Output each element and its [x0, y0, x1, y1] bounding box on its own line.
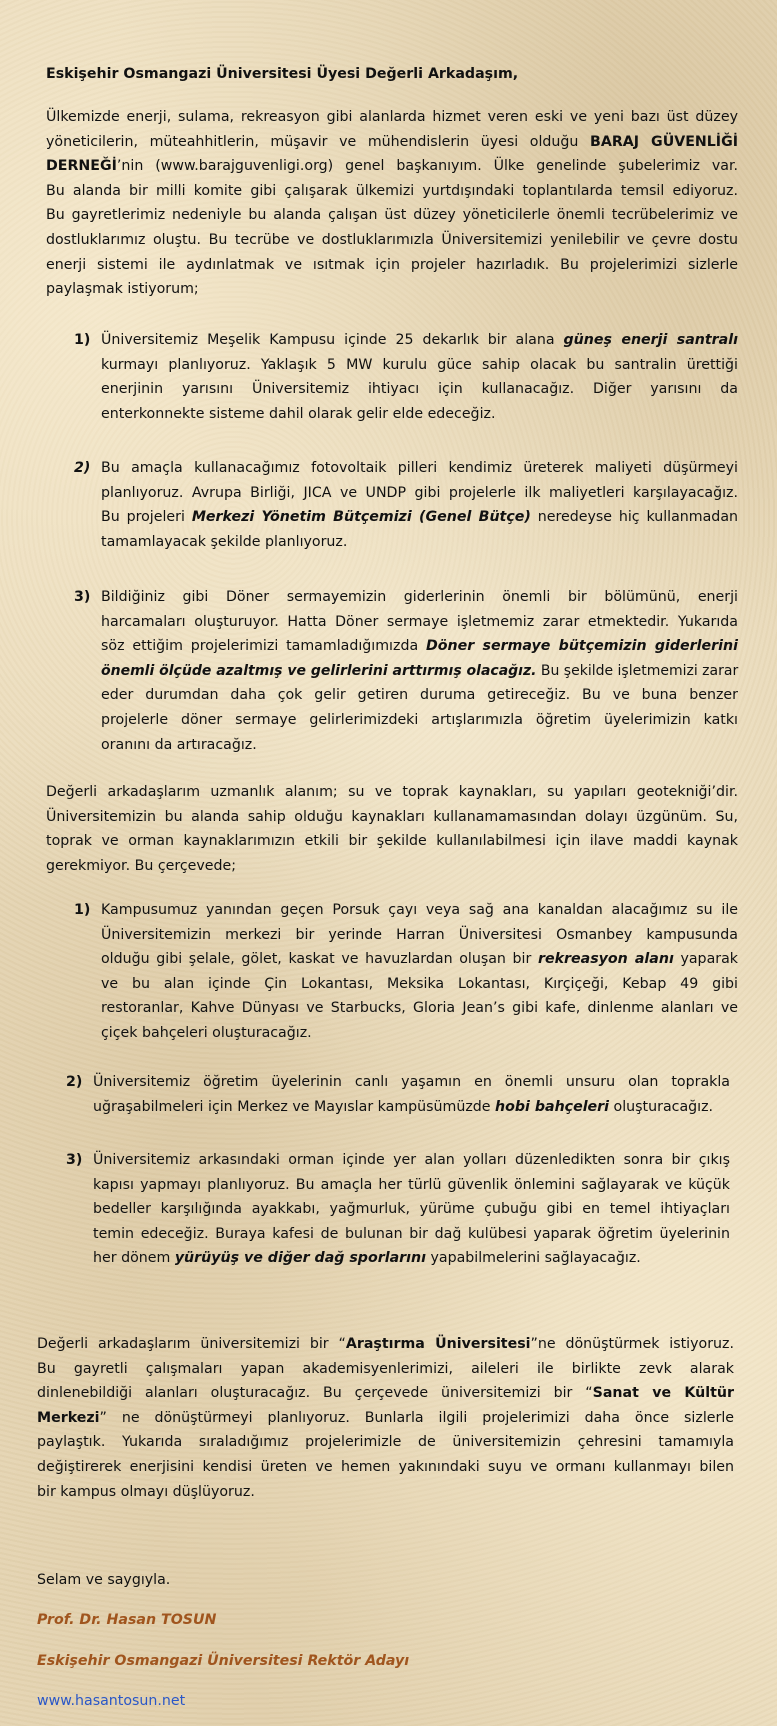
association-name-cont: DERNEĞİ [46, 158, 117, 175]
art-culture-center: Sanat ve Kültür [592, 1385, 734, 1402]
list-number: 3) [74, 589, 91, 605]
highlight: Döner sermaye bütçemizin giderlerini [426, 638, 738, 655]
intro-line: enerji sistemi ile aydınlatmak ve ısıtmak için projeler hazırladık. Bu projelerimizi sizlerle [46, 256, 738, 273]
list-number: 1) [74, 332, 91, 348]
intro-line: Ülkemizde enerji, sulama, rekreasyon gibi alanlarda hizmet veren eski ve yeni bazı üst düzey [46, 109, 738, 125]
list-number: 2) [66, 1074, 83, 1090]
list-text: Bu amaçla kullanacağımız fotovoltaik pilleri kendimiz üreterek maliyeti düşürmeyi planlıyoruz. Avrupa Birliği, JICA ve UNDP gibi projelerle ilk maliyetleri karşılayacağız. Bu projeleri Merkezi Yönetim Bütçemizi (Genel Bütçe) neredeyse hiç kullanmadan tamamlayacak şekilde planlıyoruz. [101, 460, 738, 550]
signature-title: Eskişehir Osmangazi Üniversitesi Rektör Adayı [37, 1653, 410, 1669]
highlight: güneş enerji santralı [563, 332, 738, 348]
intro-line: yöneticilerin, müteahhitlerin, müşavir ve mühendislerin üyesi olduğu BARAJ GÜVENLİĞİ [46, 133, 738, 150]
intro-line: paylaşmak istiyorum; [46, 281, 199, 298]
highlight: önemli ölçüde azaltmış ve gelirlerini arttırmış olacağız. [101, 662, 537, 679]
association-name: BARAJ GÜVENLİĞİ [590, 133, 738, 150]
intro-paragraph [46, 105, 738, 302]
list-text: Üniversitemiz öğretim üyelerinin canlı yaşamın en önemli unsuru olan toprakla uğraşabilmeleri için Merkez ve Mayıslar kampüsümüzde hobi bahçeleri oluşturacağız. [93, 1074, 730, 1115]
intro-line: Bu gayretlerimiz nedeniyle bu alanda çalışan üst düzey yöneticilerle önemli tecrübelerimiz ve [46, 207, 738, 224]
research-university: Araştırma Üniversitesi [345, 1336, 531, 1352]
list-number: 3) [66, 1152, 83, 1168]
signature-name: Prof. Dr. Hasan TOSUN [37, 1612, 217, 1628]
intro-line: DERNEĞİ’nin (www.barajguvenligi.org) genel başkanıyım. Ülke genelinde şubelerimiz var. [46, 158, 738, 175]
intro-line: dostluklarımız oluştu. Bu tecrübe ve dostluklarımızla Üniversitemizi yenilebilir ve çevre dostu [46, 231, 738, 248]
intro-line: Bu alanda bir milli komite gibi çalışarak ülkemizi yurtdışındaki toplantılarda temsil ediyoruz. [46, 182, 738, 199]
list-text: Üniversitemiz arkasındaki orman içinde yer alan yolları düzenledikten sonra bir çıkış kapısı yapmayı planlıyoruz. Bu amaçla her türlü güvenlik önlemini sağlayarak ve küçük bedeller karşılığında ayakkabı, yağmurluk, yürüme çubuğu gibi en temel ihtiyaçları temin edeceğiz. Buraya kafesi de bulunan bir dağ kulübesi yaparak öğretim üyelerinin her dönem yürüyüş ve diğer dağ sporlarını yapabilmelerini sağlayacağız. [93, 1152, 730, 1267]
list-text: Üniversitemiz Meşelik Kampusu içinde 25 dekarlık bir alana güneş enerji santralı kurmayı planlıyoruz. Yaklaşık 5 MW kurulu güce sahip olacak bu santralin ürettiği enerjinin yarısını Üniversitemiz ihtiyacı için kullanacağız. Diğer yarısını da enterkonnekte sisteme dahil olarak gelir elde edeceğiz. [101, 332, 738, 422]
highlight: Merkezi Yönetim Bütçemizi (Genel Bütçe) [191, 509, 531, 526]
greeting: Selam ve saygıyla. [37, 1572, 171, 1588]
list-number: 2) [74, 460, 91, 476]
closing-paragraph: Değerli arkadaşlarım üniversitemizi bir “Araştırma Üniversitesi”ne dönüştürmek istiyoruz. Bu gayretli çalışmaları yapan akademisyenlerimizi, aileleri ile birlikte zevk alarak dinlenebildiği alanları oluşturacağız. Bu çerçevede üniversitemizi bir “Sanat ve Kültür Merkezi” ne dönüştürmeyi planlıyoruz. Bunlarla ilgili projelerimizi daha önce sizlerle paylaştık. Yukarıda sıraladığımız projelerimizle de üniversitemizin çehresini tamamıyla değiştirerek enerjisini kendisi üreten ve hemen yakınındaki suyu ve ormanı kullanmayı bilen bir kampus olmayı düşlüyoruz. [37, 1336, 734, 1500]
highlight: yürüyüş ve diğer dağ sporlarını [174, 1250, 426, 1267]
website-link[interactable]: www.hasantosun.net [37, 1693, 186, 1709]
highlight: rekreasyon alanı [537, 951, 674, 968]
list-number: 1) [74, 902, 91, 918]
middle-paragraph: Değerli arkadaşlarım uzmanlık alanım; su ve toprak kaynakları, su yapıları geotekniği’dir. Üniversitemizin bu alanda sahip olduğu kaynakları kullanamamasından dolayı üzgünüm. Su, toprak ve orman kaynaklarımızın etkili bir şekilde kullanılabilmesi için ilave maddi kaynak gerekmiyor. Bu çerçevede; [46, 784, 738, 874]
list-text: Kampusumuz yanından geçen Porsuk çayı veya sağ ana kanaldan alacağımız su ile Üniversitemizin merkezi bir yerinde Harran Üniversitesi Osmanbey kampusunda olduğu gibi şelale, gölet, kaskat ve havuzlardan oluşan bir rekreasyon alanı yaparak ve bu alan içinde Çin Lokantası, Meksika Lokantası, Kırçiçeği, Kebap 49 gibi restoranlar, Kahve Dünyası ve Starbucks, Gloria Jean’s gibi kafe, dinlenme alanları ve çiçek bahçeleri oluşturacağız. [101, 902, 739, 1041]
salutation: Eskişehir Osmangazi Üniversitesi Üyesi Değerli Arkadaşım, [46, 66, 519, 82]
list-text: Bildiğiniz gibi Döner sermayemizin giderlerinin önemli bir bölümünü, enerji harcamaları oluşturuyor. Hatta Döner sermaye işletmemiz zarar etmektedir. Yukarıda söz ettiğim projelerimizi tamamladığımızda Döner sermaye bütçemizin giderlerini önemli ölçüde azaltmış ve gelirlerini arttırmış olacağız. Bu şekilde işletmemizi zarar eder durumdan daha çok gelir getiren duruma getireceğiz. Bu ve buna benzer projelerle döner sermaye gelirlerimizdeki artışlarımızla öğretim üyelerimizin katkı oranını da artıracağız. [101, 589, 739, 753]
highlight: hobi bahçeleri [495, 1098, 610, 1115]
